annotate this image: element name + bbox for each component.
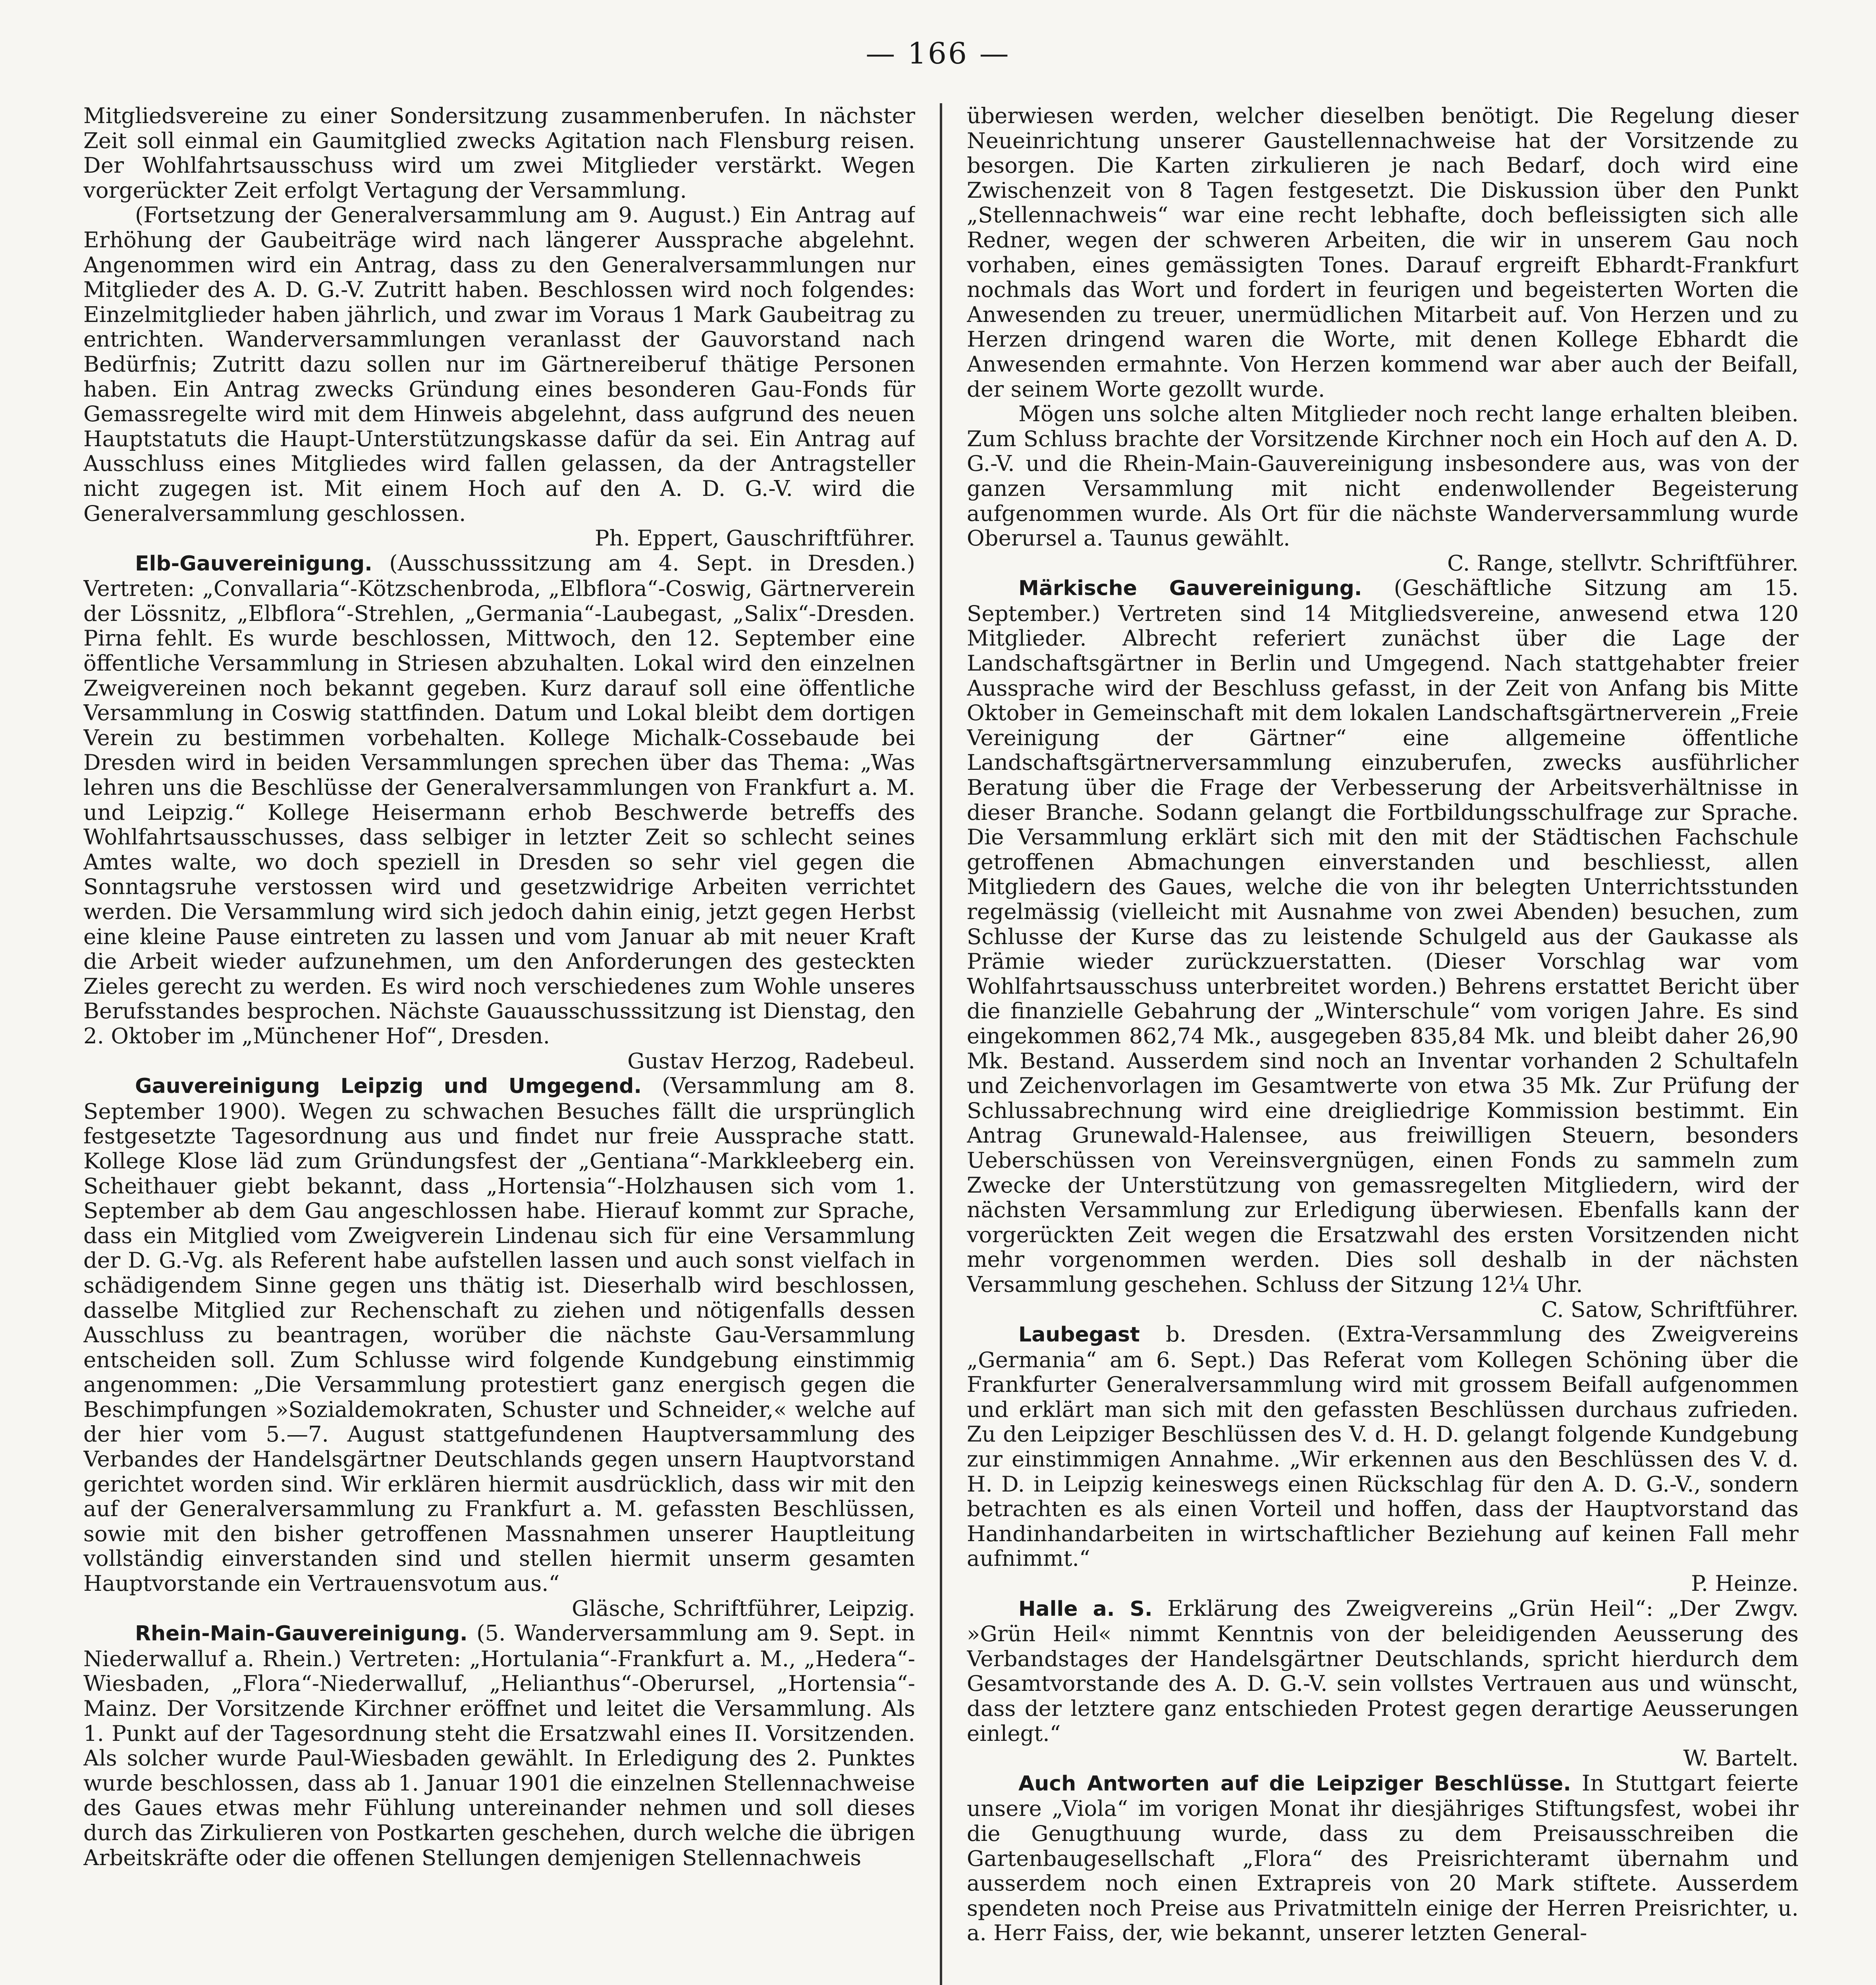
- signature: P. Heinze.: [1691, 1571, 1799, 1596]
- section-heading: Halle a. S.: [1018, 1597, 1153, 1621]
- paragraph: überwiesen werden, welcher dieselben benötigt. Die Regelung dieser Neueinrichtung unserer Gaustellennachweise hat der Vorsitzende zu besorgen. Die Karten zirkulieren je nach Bedarf, doch wird eine Zwischenzeit von 8 Tagen festgesetzt. Die Diskussion über den Punkt „Stellennachweis“ war eine recht lebhafte, doch befleissigten sich alle Redner, wegen der schweren Arbeiten, die wir in unserem Gau noch vorhaben, eines gemässigten Tones. Darauf ergreift Ebhardt-Frankfurt nochmals das Wort und fordert in feurigen und begeisterten Worten die Anwesenden zu treuer, unermüdlichen Mitarbeit auf. Von Herzen und zu Herzen dringend waren die Worte, mit denen Kollege Ebhardt die Anwesenden ermahnte. Von Herzen kommend war aber auch der Beifall, der seinem Worte gezollt wurde.: [967, 103, 1799, 402]
- paragraph: Mitgliedsvereine zu einer Sondersitzung zusammenberufen. In nächster Zeit soll einmal ein Gaumitglied zwecks Agitation nach Flensburg reisen. Der Wohlfahrtsausschuss wird um zwei Mitglieder verstärkt. Wegen vorgerückter Zeit erfolgt Vertagung der Versammlung.: [83, 103, 915, 203]
- paragraph-text: In Stuttgart feierte unsere „Viola“ im vorigen Monat ihr diesjähriges Stiftungsfest, wobei ihr die Genugthuung wurde, dass zu dem Preisausschreiben die Gartenbaugesellschaft „Flora“ des Preisrichteramt übernahm und ausserdem noch einen Extrapreis von 20 Mark stiftete. Ausserdem spendeten noch Preise aus Privatmitteln einige der Herren Preisrichter, u. a. Herr Faiss, der, wie bekannt, unserer letzten General-: [967, 1770, 1799, 1946]
- paragraph: [967, 575, 1799, 1297]
- signature: C. Satow, Schriftführer.: [1541, 1296, 1799, 1322]
- signature: Ph. Eppert, Gauschriftführer.: [594, 525, 915, 551]
- paragraph-text: (5. Wanderversammlung am 9. Sept. in Niederwalluf a. Rhein.) Vertreten: „Hortulania“-Frankfurt a. M., „Hedera“-Wiesbaden, „Flora“-Niederwalluf, „Helianthus“-Oberursel, „Hortensia“-Mainz. Der Vorsitzende Kirchner eröffnet und leitet die Versammlung. Als 1. Punkt auf der Tagesordnung steht die Ersatzwahl eines II. Vorsitzenden. Als solcher wurde Paul-Wiesbaden gewählt. In Erledigung des 2. Punktes wurde beschlossen, dass ab 1. Januar 1901 die einzelnen Stellennachweise des Gaues etwas mehr Fühlung untereinander nehmen und soll dieses durch das Zirkulieren von Postkarten geschehen, durch welche die übrigen Arbeitskräfte oder die offenen Stellungen demjenigen Stellennachweis: [83, 1620, 915, 1870]
- paragraph: [83, 551, 915, 1048]
- right-column: [967, 103, 1799, 1985]
- paragraph: (Fortsetzung der Generalversammlung am 9. August.) Ein Antrag auf Erhöhung der Gaubeiträge wird nach längerer Aussprache abgelehnt. Angenommen wird ein Antrag, dass zu den Generalversammlungen nur Mitglieder des A. D. G.-V. Zutritt haben. Beschlossen wird noch folgendes: Einzelmitglieder haben jährlich, und zwar im Voraus 1 Mark Gaubeitrag zu entrichten. Wanderversammlungen veranlasst der Gauvorstand nach Bedürfnis; Zutritt dazu sollen nur im Gärtnereiberuf thätige Personen haben. Ein Antrag zwecks Gründung eines besonderen Gau-Fonds für Gemassregelte wird mit dem Hinweis abgelehnt, dass aufgrund des neuen Hauptstatuts die Haupt-Unterstützungskasse dafür da sei. Ein Antrag auf Ausschluss eines Mitgliedes wird fallen gelassen, da der Antragsteller nicht zugegen ist. Mit einem Hoch auf den A. D. G.-V. wird die Generalversammlung geschlossen.: [83, 202, 915, 526]
- section-heading: Märkische Gauvereinigung.: [1018, 576, 1362, 601]
- signature: Gläsche, Schriftführer, Leipzig.: [572, 1595, 915, 1621]
- signature: Gustav Herzog, Radebeul.: [627, 1048, 915, 1073]
- paragraph: [967, 1771, 1799, 1945]
- paragraph-text: b. Dresden. (Extra-Versammlung des Zweigvereins „Germania“ am 6. Sept.) Das Referat vom Kollegen Schöning über die Frankfurter Generalversammlung wird mit grossem Beifall aufgenommen und erklärt man sich mit den gefassten Beschlüssen durchaus zufrieden. Zu den Leipziger Beschlüssen des V. d. H. D. gelangt folgende Kundgebung zur einstimmigen Annahme. „Wir erkennen aus den Beschlüssen des V. d. H. D. in Leipzig keineswegs einen Rückschlag für den A. D. G.-V., sondern betrachten es als einen Vorteil und hoffen, dass der Hauptvorstand das Handinhandarbeiten in wirtschaftlicher Beziehung auf keinen Fall mehr aufnimmt.“: [967, 1321, 1799, 1571]
- paragraph: Mögen uns solche alten Mitglieder noch recht lange erhalten bleiben. Zum Schluss brachte der Vorsitzende Kirchner noch ein Hoch auf den A. D. G.-V. und die Rhein-Main-Gauvereinigung insbesondere aus, was von der ganzen Versammlung mit nicht endenwollender Begeisterung aufgenommen wurde. Als Ort für die nächste Wanderversammlung wurde Oberursel a. Taunus gewählt.: [967, 401, 1799, 551]
- paragraph: [967, 1596, 1799, 1746]
- paragraph: [967, 1322, 1799, 1571]
- signature: C. Range, stellvtr. Schriftführer.: [1447, 550, 1799, 576]
- page-number: — 166 —: [866, 37, 1010, 71]
- section-heading: Elb-Gauvereinigung.: [135, 551, 372, 576]
- paragraph-text: (Versammlung am 8. September 1900). Wegen zu schwachen Besuches fällt die ursprünglich festgesetzte Tagesordnung aus und findet nur freie Aussprache statt. Kollege Klose läd zum Gründungsfest der „Gentiana“-Markkleeberg ein. Scheithauer giebt bekannt, dass „Hortensia“-Holzhausen sich vom 1. September ab dem Gau angeschlossen habe. Hierauf kommt zur Sprache, dass ein Mitglied vom Zweigverein Lindenau sich für eine Versammlung der D. G.-Vg. als Referent habe aufstellen lassen und auch sonst vielfach in schädigendem Sinne gegen uns thätig ist. Dieserhalb wird beschlossen, dasselbe Mitglied zur Rechenschaft zu ziehen und nötigenfalls dessen Ausschluss zu beantragen, worüber die nächste Gau-Versammlung entscheiden soll. Zum Schlusse wird folgende Kundgebung einstimmig angenommen: „Die Versammlung protestiert ganz energisch gegen die Beschimpfungen »Sozialdemokraten, Schuster und Schneider,« welche auf der hier vom 5.—7. August stattgefundenen Hauptversammlung des Verbandes der Handelsgärtner Deutschlands gegen unsern Hauptvorstand gerichtet worden sind. Wir erklären hiermit ausdrücklich, dass wir mit den auf der Generalversammlung zu Frankfurt a. M. gefassten Beschlüssen, sowie mit den bisher getroffenen Massnahmen unserer Hauptleitung vollständig einverstanden sind und stellen hiermit unserm gesamten Hauptvorstande ein Vertrauensvotum aus.“: [83, 1073, 915, 1596]
- paragraph: [83, 1073, 915, 1596]
- paragraph-text: (Ausschusssitzung am 4. Sept. in Dresden.) Vertreten: „Convallaria“-Kötzschenbroda, „Elbflora“-Coswig, Gärtnerverein der Lössnitz, „Elbflora“-Strehlen, „Germania“-Laubegast, „Salix“-Dresden. Pirna fehlt. Es wurde beschlossen, Mittwoch, den 12. September eine öffentliche Versammlung in Striesen abzuhalten. Lokal wird den einzelnen Zweigvereinen noch bekannt gegeben. Kurz darauf soll eine öffentliche Versammlung in Coswig stattfinden. Datum und Lokal bleibt dem dortigen Verein zu bestimmen vorbehalten. Kollege Michalk-Cossebaude bei Dresden wird in beiden Versammlungen sprechen über das Thema: „Was lehren uns die Beschlüsse der Generalversammlungen von Frankfurt a. M. und Leipzig.“ Kollege Heisermann erhob Beschwerde betreffs des Wohlfahrtsausschusses, dass selbiger in letzter Zeit so schlecht seines Amtes walte, wo doch speziell in Dresden so sehr viel gegen die Sonntagsruhe verstossen wird und gesetzwidrige Arbeiten verrichtet werden. Die Versammlung wird sich jedoch dahin einig, jetzt gegen Herbst eine kleine Pause eintreten zu lassen und vom Januar ab mit neuer Kraft die Arbeit wieder aufzunehmen, um den Anforderungen des gesteckten Zieles gerecht zu werden. Es wird noch verschiedenes zum Wohle unseres Berufsstandes besprochen. Nächste Gauausschusssitzung ist Dienstag, den 2. Oktober im „Münchener Hof“, Dresden.: [83, 550, 915, 1048]
- column-rule: [940, 103, 942, 1985]
- section-heading: Laubegast: [1018, 1323, 1140, 1347]
- section-heading: Rhein-Main-Gauvereinigung.: [135, 1622, 468, 1646]
- paragraph-text: Erklärung des Zweigvereins „Grün Heil“: „Der Zwgv. »Grün Heil« nimmt Kenntnis von der beleidigenden Aeusserung des Verbandstages der Handelsgärtner Deutschlands, spricht hierdurch dem Gesamtvorstande des A. D. G.-V. sein vollstes Vertrauen aus und wünscht, dass der letztere ganz entschieden Protest gegen derartige Aeusserungen einlegt.“: [967, 1595, 1799, 1746]
- section-heading: Auch Antworten auf die Leipziger Beschlüsse.: [1018, 1771, 1571, 1796]
- two-column-body: [83, 103, 1799, 1985]
- section-heading: Gauvereinigung Leipzig und Umgegend.: [135, 1074, 642, 1098]
- paragraph-text: (Geschäftliche Sitzung am 15. September.) Vertreten sind 14 Mitgliedsvereine, anwesend etwa 120 Mitglieder. Albrecht referiert zunächst über die Lage der Landschaftsgärtner in Berlin und Umgegend. Nach stattgehabter freier Aussprache wird der Beschluss gefasst, in der Zeit von Anfang bis Mitte Oktober in Gemeinschaft mit dem lokalen Landschaftsgärtnerverein „Freie Vereinigung der Gärtner“ eine allgemeine öffentliche Landschaftsgärtnerversammlung einzuberufen, zwecks ausführlicher Beratung über die Frage der Verbesserung der Arbeitsverhältnisse in dieser Branche. Sodann gelangt die Fortbildungsschulfrage zur Sprache. Die Versammlung erklärt sich mit den mit der Städtischen Fachschule getroffenen Abmachungen einverstanden und beschliesst, allen Mitgliedern des Gaues, welche die von ihr belegten Unterrichtsstunden regelmässig (vielleicht mit Ausnahme von zwei Abenden) besuchen, zum Schlusse der Kurse das zu leistende Schulgeld aus der Gaukasse als Prämie wieder zurückzuerstatten. (Dieser Vorschlag war vom Wohlfahrtsausschuss unterbreitet worden.) Behrens erstattet Bericht über die finanzielle Gebahrung der „Winterschule“ vom vorigen Jahre. Es sind eingekommen 862,74 Mk., ausgegeben 835,84 Mk. und bleibt daher 26,90 Mk. Bestand. Ausserdem sind noch an Inventar vorhanden 2 Schultafeln und Zeichenvorlagen im Gesamtwerte von etwa 35 Mk. Zur Prüfung der Schlussabrechnung wird eine dreigliedrige Kommission bestimmt. Ein Antrag Grunewald-Halensee, aus freiwilligen Steuern, besonders Ueberschüssen von Vereinsvergnügen, einen Fonds zu sammeln zum Zwecke der Unterstützung von gemassregelten Mitgliedern, wird der nächsten Versammlung zur Erledigung überwiesen. Ebenfalls kann der vorgerückten Zeit wegen die Ersatzwahl des ersten Vorsitzenden nicht mehr vorgenommen werden. Dies soll deshalb in der nächsten Versammlung geschehen. Schluss der Sitzung 12¼ Uhr.: [967, 575, 1799, 1297]
- signature: W. Bartelt.: [1683, 1745, 1799, 1771]
- paragraph: [83, 1621, 915, 1870]
- left-column: [83, 103, 915, 1985]
